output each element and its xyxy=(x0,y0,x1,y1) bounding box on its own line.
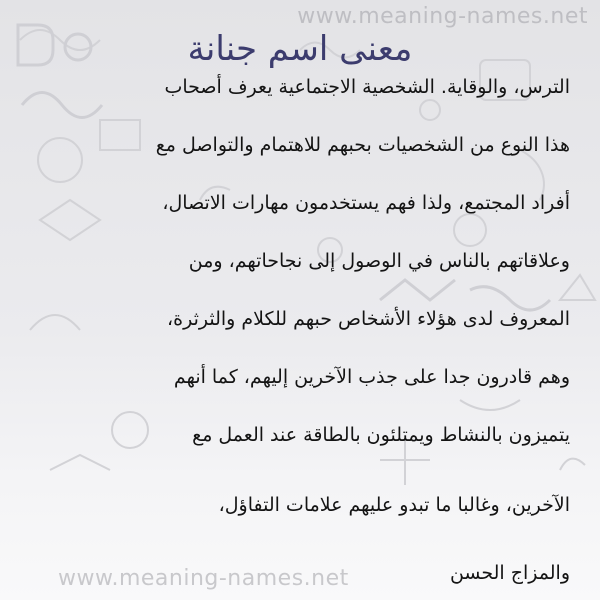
text-line: وعلاقاتهم بالناس في الوصول إلى نجاحاتهم، ومن xyxy=(188,250,570,272)
text-line: والمزاج الحسن xyxy=(449,562,570,584)
watermark-bottom: www.meaning-names.net xyxy=(58,566,349,591)
text-line: الترس، والوقاية. الشخصية الاجتماعية يعرف أصحاب xyxy=(164,76,570,98)
watermark-top: www.meaning-names.net xyxy=(297,4,588,29)
page-title: معنى اسم جنانة xyxy=(187,28,413,69)
text-line: وهم قادرون جدا على جذب الآخرين إليهم، كما أنهم xyxy=(173,366,570,388)
text-line: الآخرين، وغالبا ما تبدو عليهم علامات التفاؤل، xyxy=(218,494,570,516)
text-line: هذا النوع من الشخصيات بحبهم للاهتمام والتواصل مع xyxy=(155,134,570,156)
text-line: يتميزون بالنشاط ويمتلئون بالطاقة عند العمل مع xyxy=(192,424,570,446)
text-line: المعروف لدى هؤلاء الأشخاص حبهم للكلام والثرثرة، xyxy=(167,308,570,330)
text-line: أفراد المجتمع، ولذا فهم يستخدمون مهارات الاتصال، xyxy=(162,192,570,214)
